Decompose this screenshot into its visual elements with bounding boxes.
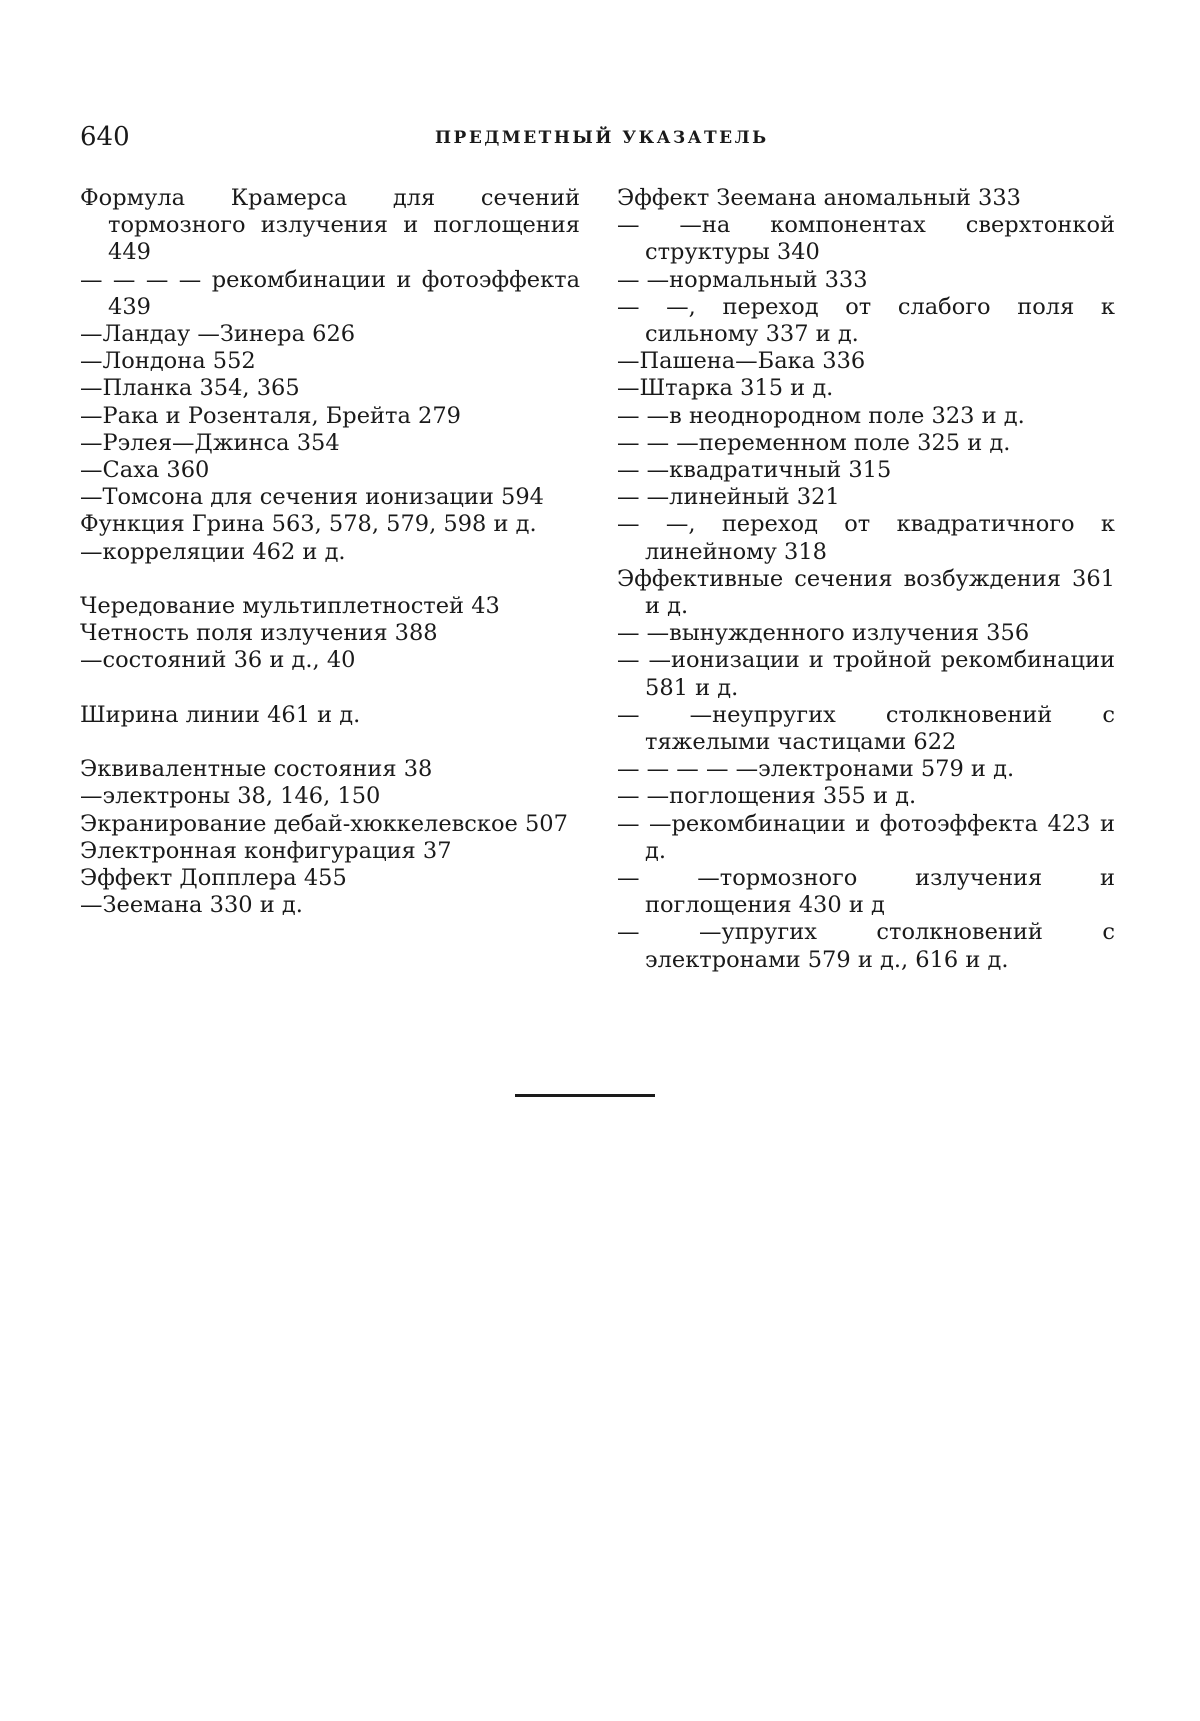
index-entry: —Зеемана 330 и д. <box>80 892 303 919</box>
page-number: 640 <box>80 122 130 152</box>
page-header <box>80 122 1115 162</box>
index-entry: Эквивалентные состояния 38 <box>80 756 433 783</box>
index-entry: Эффект Допплера 455 <box>80 865 347 892</box>
index-entry: —Саха 360 <box>80 457 210 484</box>
index-entry: —Ландау —Зинера 626 <box>80 321 356 348</box>
index-entry: — — — — —электронами 579 и д. <box>617 756 1015 783</box>
index-entry: —Рэлея—Джинса 354 <box>80 429 340 456</box>
index-entry: — — — — рекомбинации и фотоэффекта 439 <box>80 266 580 320</box>
index-entry: — —, переход от слабого поля к сильному 337 и д. <box>617 293 1115 348</box>
index-column-right <box>617 185 1115 974</box>
index-entry: — —ионизации и тройной рекомбинации 581 и д. <box>617 647 1115 701</box>
index-entry: —состояний 36 и д., 40 <box>80 647 356 674</box>
index-entry: — — —переменном поле 325 и д. <box>617 429 1011 456</box>
index-entry: Эффективные сечения возбуждения 361 и д. <box>617 565 1115 620</box>
index-entry: Формула Крамерса для сечений тормозного излучения и поглощения 449 <box>80 185 580 266</box>
index-entry: — —на компонентах сверхтонкой структуры 340 <box>617 212 1115 266</box>
index-entry: — —, переход от квадратичного к линейному 318 <box>617 511 1115 565</box>
index-entry: — —линейный 321 <box>617 484 840 511</box>
index-entry: — —тормозного излучения и поглощения 430 и д <box>617 865 1115 919</box>
index-entry: — —квадратичный 315 <box>617 457 892 484</box>
index-entry: Электронная конфигурация 37 <box>80 837 452 864</box>
index-entry: —Планка 354, 365 <box>80 375 300 402</box>
index-entry: — —неупругих столкновений с тяжелыми частицами 622 <box>617 701 1115 756</box>
index-entry: Чередование мультиплетностей 43 <box>80 593 500 620</box>
index-entry: Эффект Зеемана аномальный 333 <box>617 185 1021 211</box>
running-title: ПРЕДМЕТНЫЙ УКАЗАТЕЛЬ <box>435 128 769 148</box>
index-entry: — —упругих столкновений с электронами 579 и д., 616 и д. <box>617 919 1115 973</box>
index-entry: —Штарка 315 и д. <box>617 375 834 402</box>
index-entry: —Пашена—Бака 336 <box>617 348 866 375</box>
index-entry: Четность поля излучения 388 <box>80 620 438 647</box>
index-entry: —электроны 38, 146, 150 <box>80 783 381 810</box>
end-rule <box>515 1094 655 1097</box>
index-entry: — —рекомбинации и фотоэффекта 423 и д. <box>617 810 1115 864</box>
index-entry: Функция Грина 563, 578, 579, 598 и д. <box>80 511 537 538</box>
index-entry: —Томсона для сечения ионизации 594 <box>80 484 544 511</box>
index-entry: — —поглощения 355 и д. <box>617 783 917 810</box>
index-entry: —корреляции 462 и д. <box>80 538 346 565</box>
index-entry: — —в неоднородном поле 323 и д. <box>617 402 1025 429</box>
index-entry: —Лондона 552 <box>80 348 256 375</box>
index-entry: —Рака и Розенталя, Брейта 279 <box>80 402 461 429</box>
index-entry: Ширина линии 461 и д. <box>80 701 361 728</box>
index-column-left <box>80 185 580 919</box>
index-entry: Экранирование дебай-хюккелевское 507 <box>80 810 568 837</box>
index-entry: — —нормальный 333 <box>617 266 868 293</box>
index-entry: — —вынужденного излучения 356 <box>617 620 1030 647</box>
